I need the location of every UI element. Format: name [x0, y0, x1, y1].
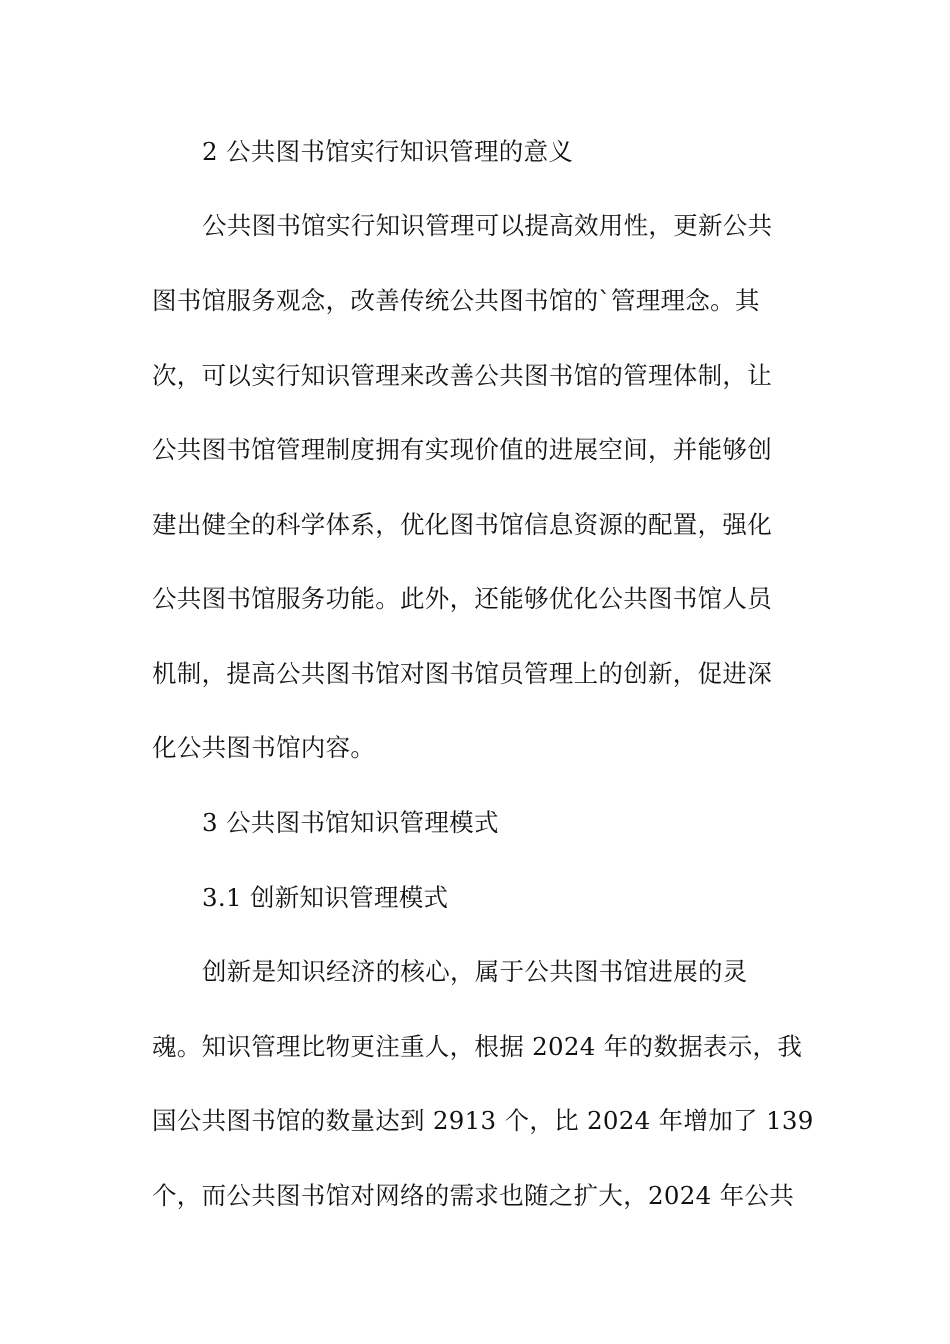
paragraph-line: 公共图书馆管理制度拥有实现价值的进展空间，并能够创 — [152, 435, 772, 464]
paragraph-line: 魂。知识管理比物更注重人，根据 2024 年的数据表示，我 — [152, 1032, 803, 1061]
subsection-heading-3-1: 3.1 创新知识管理模式 — [202, 883, 449, 912]
paragraph-line: 国公共图书馆的数量达到 2913 个，比 2024 年增加了 139 — [152, 1106, 814, 1135]
paragraph-line: 图书馆服务观念，改善传统公共图书馆的`管理理念。其 — [152, 286, 760, 315]
section-heading-3: 3 公共图书馆知识管理模式 — [202, 808, 499, 837]
paragraph-line: 公共图书馆实行知识管理可以提高效用性，更新公共 — [202, 211, 773, 240]
paragraph-line: 建出健全的科学体系，优化图书馆信息资源的配置，强化 — [152, 510, 772, 539]
paragraph-line: 机制，提高公共图书馆对图书馆员管理上的创新，促进深 — [152, 659, 772, 688]
section-heading-2: 2 公共图书馆实行知识管理的意义 — [202, 137, 574, 166]
paragraph-line: 化公共图书馆内容。 — [152, 733, 376, 762]
paragraph-line: 创新是知识经济的核心，属于公共图书馆进展的灵 — [202, 957, 748, 986]
paragraph-line: 次，可以实行知识管理来改善公共图书馆的管理体制，让 — [152, 361, 772, 390]
paragraph-line: 公共图书馆服务功能。此外，还能够优化公共图书馆人员 — [152, 584, 772, 613]
paragraph-line: 个，而公共图书馆对网络的需求也随之扩大，2024 年公共 — [152, 1181, 795, 1210]
